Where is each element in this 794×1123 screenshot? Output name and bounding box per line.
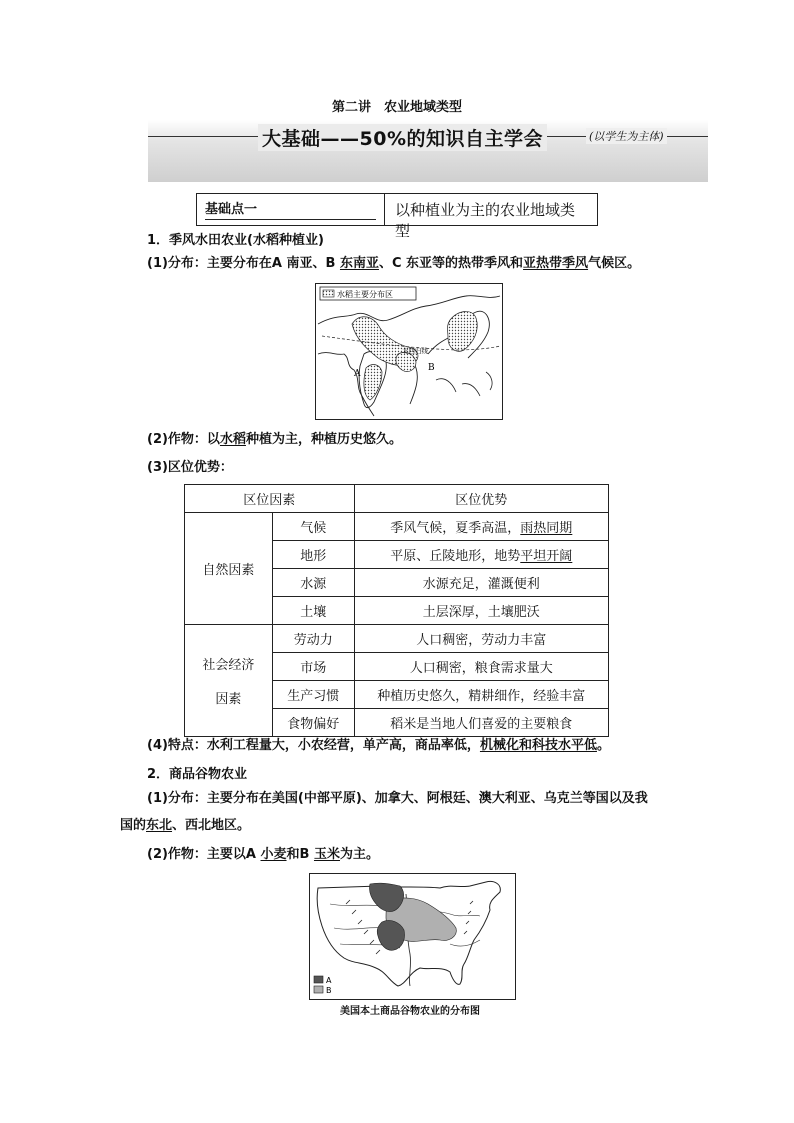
basic-point-title: 以种植业为主的农业地域类型	[395, 201, 576, 240]
crop-prefix: (2)作物：以	[147, 432, 220, 447]
table-cell-advantage: 土层深厚，土壤肥沃	[354, 597, 608, 625]
table-cell-advantage	[354, 541, 608, 569]
tropic-label: 北回归线	[402, 347, 428, 355]
legend-swatch	[323, 290, 334, 297]
section-2-crop	[147, 845, 379, 865]
chapter-title: 第二讲 农业地域类型	[331, 100, 462, 115]
crop-answer: 水稻	[219, 432, 246, 447]
advantage-answer: 雨热同期	[520, 521, 573, 536]
table-cell-advantage	[354, 513, 608, 541]
section-1-crop	[147, 430, 402, 450]
table-group-social	[185, 625, 273, 737]
us-map-svg	[310, 874, 515, 999]
advantage-text: 季风气候，夏季高温，	[390, 521, 521, 536]
legend-label-a: A	[326, 976, 332, 985]
features-suffix: 。	[596, 738, 610, 753]
legend-label-b: B	[326, 986, 332, 995]
crop2-mid: 和B	[286, 847, 314, 862]
table-group-natural: 自然因素	[185, 513, 273, 625]
advantage-text: 平原、丘陵地形，地势	[390, 549, 521, 564]
section-2-heading: 2．商品谷物农业	[147, 767, 248, 782]
group-social-line-2: 因素	[215, 692, 242, 707]
table-row	[185, 625, 609, 653]
table-cell-factor: 市场	[272, 653, 354, 681]
us-grain-map	[309, 873, 516, 1000]
map-islands	[436, 372, 492, 396]
crop2-answer-b: 玉米	[313, 847, 340, 862]
features-prefix: (4)特点：水利工程量大，小农经营，单产高，商品率低，	[147, 738, 480, 753]
section-1-features	[147, 736, 610, 756]
map-legend-text: 水稻主要分布区	[337, 290, 393, 299]
dist2-prefix: 国的	[120, 818, 147, 833]
table-cell-advantage: 稻米是当地人们喜爱的主要粮食	[354, 709, 608, 737]
advantage-answer: 平坦开阔	[520, 549, 573, 564]
map-label-a: A	[354, 369, 361, 379]
us-map-caption: 美国本土商品谷物农业的分布图	[340, 1006, 480, 1017]
table-header-advantage: 区位优势	[354, 485, 608, 513]
legend-swatch-b	[314, 986, 323, 993]
location-advantage-table	[184, 484, 609, 737]
table-cell-factor: 水源	[272, 569, 354, 597]
rice-map-svg	[316, 284, 502, 419]
dist2-answer: 东北	[146, 818, 173, 833]
group-social-line-1: 社会经济	[202, 658, 255, 673]
section-1-heading: 1．季风水田农业(水稻种植业)	[147, 233, 324, 248]
table-cell-factor: 生产习惯	[272, 681, 354, 709]
legend-swatch-a	[314, 976, 323, 983]
table-cell-factor: 气候	[272, 513, 354, 541]
section-2-distribution-line-2	[120, 816, 250, 836]
table-cell-advantage: 水源充足，灌溉便利	[354, 569, 608, 597]
table-cell-factor: 劳动力	[272, 625, 354, 653]
basic-point-label: 基础点一	[205, 198, 376, 220]
dist-suffix: 气候区。	[588, 256, 641, 271]
section-2-distribution-line-1: (1)分布：主要分布在美国(中部平原)、加拿大、阿根廷、澳大利亚、乌克兰等国以及我	[147, 791, 648, 806]
table-cell-factor: 土壤	[272, 597, 354, 625]
table-cell-factor: 食物偏好	[272, 709, 354, 737]
basic-point-box	[196, 193, 598, 240]
features-answer: 机械化和科技水平低	[479, 738, 597, 753]
map-label-b: B	[428, 363, 435, 373]
table-cell-advantage: 种植历史悠久，精耕细作，经验丰富	[354, 681, 608, 709]
table-row	[185, 513, 609, 541]
section-1-advantage-heading: (3)区位优势：	[147, 460, 233, 475]
rice-distribution-map	[315, 283, 503, 420]
section-1-distribution	[147, 254, 707, 274]
crop2-suffix: 为主。	[339, 847, 379, 862]
banner-title: 大基础——50%的知识自主学会	[258, 124, 547, 151]
rice-area-south-asia-south	[364, 365, 382, 400]
table-cell-advantage: 人口稠密，粮食需求量大	[354, 653, 608, 681]
table-cell-advantage: 人口稠密，劳动力丰富	[354, 625, 608, 653]
banner-note: (以学生为主体)	[586, 128, 667, 144]
dist-answer-2: 亚热带季风	[523, 256, 589, 271]
dist-answer-1: 东南亚	[339, 256, 379, 271]
dist-mid: 、C 东亚等的热带季风和	[378, 256, 524, 271]
table-header-row	[185, 485, 609, 513]
crop2-prefix: (2)作物：主要以A	[147, 847, 261, 862]
dist-prefix: (1)分布：主要分布在A 南亚、B	[147, 256, 340, 271]
dist2-suffix: 、西北地区。	[172, 818, 251, 833]
table-header-factor: 区位因素	[185, 485, 355, 513]
basic-point-label-cell	[197, 194, 385, 225]
crop2-answer-a: 小麦	[260, 847, 287, 862]
rice-area-east-asia	[448, 311, 478, 351]
crop-suffix: 种植为主，种植历史悠久。	[245, 432, 402, 447]
table-cell-factor: 地形	[272, 541, 354, 569]
